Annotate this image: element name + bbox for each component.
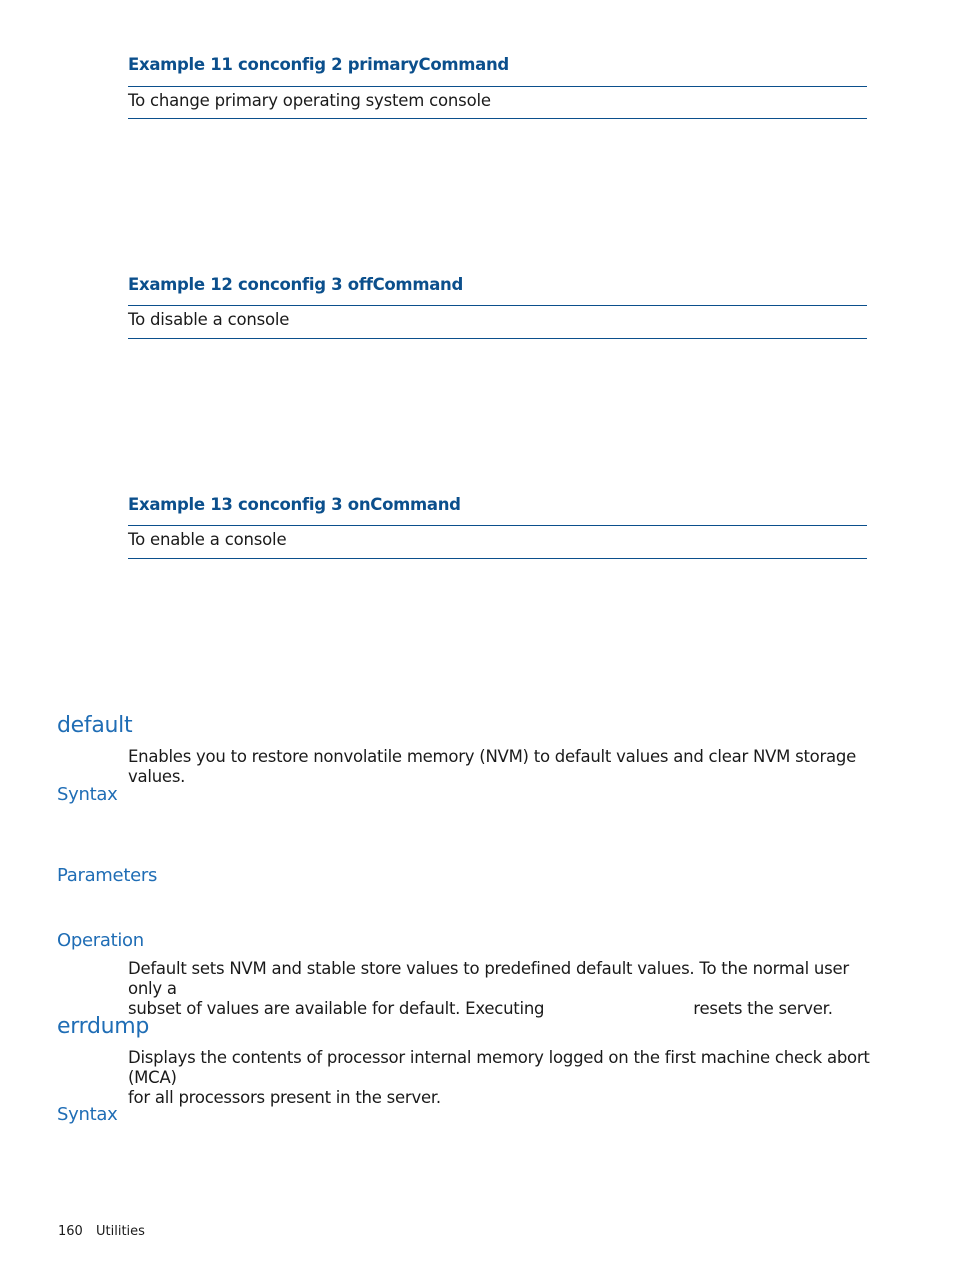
example-11-title: Example 11 conconfig 2 primaryCommand <box>128 55 509 74</box>
example-12-box <box>128 305 867 339</box>
errdump-syntax-heading: Syntax <box>57 1104 118 1125</box>
example-12-text: To disable a console <box>128 310 290 329</box>
footer-section-name: Utilities <box>96 1224 145 1239</box>
default-operation-heading: Operation <box>57 930 144 951</box>
default-operation-text <box>128 959 870 1019</box>
errdump-description-line-2: for all processors present in the server. <box>128 1088 441 1107</box>
operation-line-2-start: subset of values are available for default. Executing <box>128 999 545 1018</box>
example-13-text: To enable a console <box>128 530 287 549</box>
default-syntax-heading: Syntax <box>57 784 118 805</box>
example-12-title: Example 12 conconfig 3 offCommand <box>128 275 464 294</box>
default-parameters-heading: Parameters <box>57 865 158 886</box>
page-number: 160 <box>58 1224 83 1239</box>
errdump-description-line-1: Displays the contents of processor internal memory logged on the first machine check abort (MCA) <box>128 1048 870 1087</box>
errdump-heading: errdump <box>57 1014 150 1039</box>
operation-line-2-end: resets the server. <box>693 999 833 1018</box>
example-13-box <box>128 525 867 559</box>
example-11-box <box>128 86 867 119</box>
default-heading: default <box>57 713 133 738</box>
operation-line-2 <box>128 999 870 1019</box>
errdump-description <box>128 1048 870 1108</box>
example-13-title: Example 13 conconfig 3 onCommand <box>128 495 461 514</box>
operation-line-1: Default sets NVM and stable store values to predefined default values. To the normal user only a <box>128 959 849 998</box>
example-11-text: To change primary operating system console <box>128 91 491 110</box>
default-description: Enables you to restore nonvolatile memory (NVM) to default values and clear NVM storage values. <box>128 747 857 786</box>
